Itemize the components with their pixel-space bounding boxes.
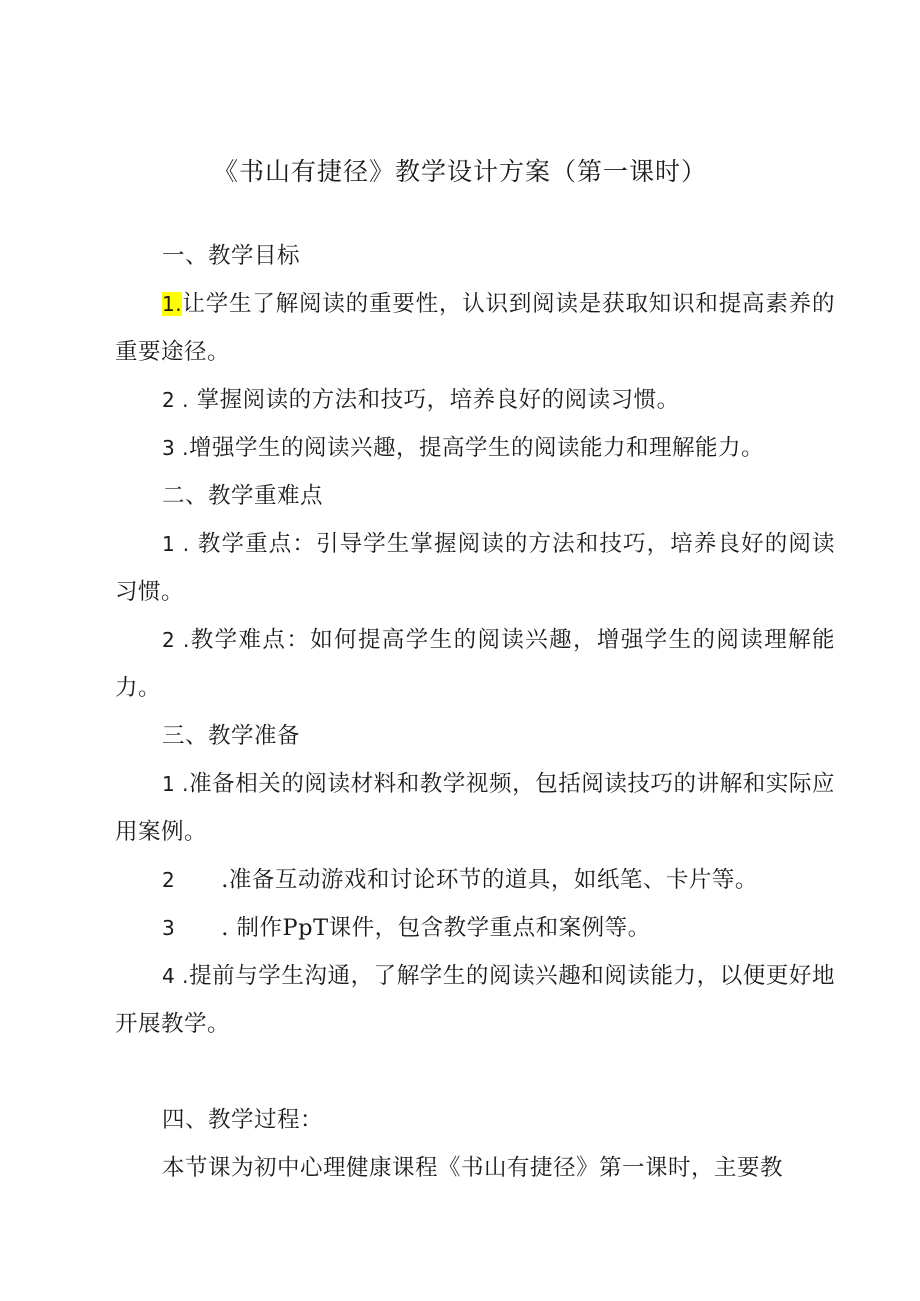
section-process <box>115 1096 835 1192</box>
item-text: . 制作PpT课件，包含教学重点和案例等。 <box>221 915 651 941</box>
section-heading: 一、教学目标 <box>162 243 301 269</box>
list-item <box>115 424 835 472</box>
item-text: 准备相关的阅读材料和教学视频，包括阅读技巧的讲解和实际应用案例。 <box>115 771 835 845</box>
item-number: 2 . <box>162 388 189 412</box>
section-heading: 四、教学过程： <box>162 1107 324 1133</box>
item-text: 掌握阅读的方法和技巧，培养良好的阅读习惯。 <box>196 387 680 413</box>
item-text: 提前与学生沟通，了解学生的阅读兴趣和阅读能力，以便更好地开展教学。 <box>115 963 835 1037</box>
list-item <box>115 376 835 424</box>
item-text: 让学生了解阅读的重要性，认识到阅读是获取知识和提高素养的重要途径。 <box>115 291 835 365</box>
item-number: 3 <box>162 916 176 940</box>
item-number: 2 . <box>162 628 190 652</box>
list-item <box>115 856 835 904</box>
item-number: 3 . <box>162 436 189 460</box>
list-item <box>115 952 835 1048</box>
list-item <box>115 616 835 712</box>
item-text: .准备互动游戏和讨论环节的道具，如纸笔、卡片等。 <box>221 867 758 893</box>
item-number: 4 . <box>162 964 190 988</box>
list-item <box>115 280 835 376</box>
item-number: 1 . <box>162 532 190 556</box>
item-number: 1. <box>162 292 183 316</box>
item-text: 增强学生的阅读兴趣，提高学生的阅读能力和理解能力。 <box>188 435 764 461</box>
list-item <box>115 904 835 952</box>
document-title: 《书山有捷径》教学设计方案（第一课时） <box>212 157 707 186</box>
section-heading: 二、教学重难点 <box>162 483 324 509</box>
list-item <box>115 520 835 616</box>
section-heading: 三、教学准备 <box>162 723 301 749</box>
paragraph: 本节课为初中心理健康课程《书山有捷径》第一课时，主要教 <box>162 1155 784 1181</box>
section-objectives <box>115 232 835 1048</box>
item-text: 教学难点：如何提高学生的阅读兴趣，增强学生的阅读理解能力。 <box>115 627 835 701</box>
item-text: 教学重点：引导学生掌握阅读的方法和技巧，培养良好的阅读习惯。 <box>115 531 835 605</box>
list-item <box>115 760 835 856</box>
item-number: 2 <box>162 868 176 892</box>
item-number: 1 . <box>162 772 190 796</box>
